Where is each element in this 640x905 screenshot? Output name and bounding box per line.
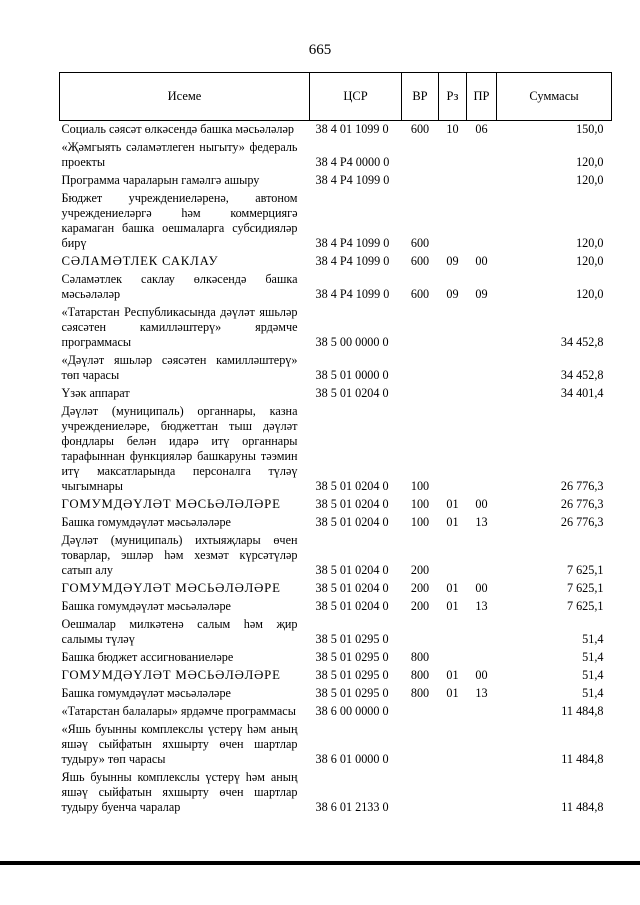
cell-csr: 38 5 00 0000 0 xyxy=(315,335,389,349)
cell-name: Бюджет учреждениеләренә, автоном учреждениеләргә һәм коммерциягә карамаган башка оешмаларга субсидияләр бирү xyxy=(61,191,298,250)
cell-rz xyxy=(439,172,467,190)
cell-name: ГОМУМДӘҮЛӘТ МӘСЬӘЛӘЛӘРЕ xyxy=(61,668,281,682)
cell-csr: 38 6 01 0000 0 xyxy=(315,752,389,766)
cell-vr: 800 xyxy=(410,668,430,682)
cell-vr: 600 xyxy=(410,236,430,250)
cell-pr xyxy=(467,769,497,817)
table-header-row xyxy=(60,73,612,121)
cell-sum: 51,4 xyxy=(582,650,604,664)
cell-csr: 38 4 P4 0000 0 xyxy=(315,155,390,169)
cell-csr: 38 5 01 0204 0 xyxy=(315,581,389,595)
cell-name: Башка гомумдәүләт мәсьәләләре xyxy=(61,686,231,700)
cell-name: Социаль сәясәт өлкәсендә башка мәсьәләләр xyxy=(61,122,295,136)
cell-rz: 01 xyxy=(446,515,459,529)
table-row xyxy=(60,496,612,514)
cell-name: Яшь буынны комплекслы үстерү һәм аның яшәү сыйфатын яхшырту өчен шартлар тудыру буенча чаралар xyxy=(61,770,298,814)
cell-rz: 01 xyxy=(446,497,459,511)
cell-pr xyxy=(467,532,497,580)
cell-pr: 13 xyxy=(475,515,488,529)
header-vr: ВР xyxy=(402,73,439,121)
cell-vr: 100 xyxy=(410,497,430,511)
cell-csr: 38 5 01 0295 0 xyxy=(315,668,389,682)
cell-sum: 7 625,1 xyxy=(566,563,604,577)
cell-sum: 120,0 xyxy=(576,254,604,268)
budget-table xyxy=(59,72,612,817)
cell-pr: 00 xyxy=(475,581,488,595)
header-pr: ПР xyxy=(467,73,497,121)
cell-name: «Җәмгыять сәламәтлеген ныгыту» федераль проекты xyxy=(61,140,298,169)
cell-rz xyxy=(439,139,467,172)
cell-rz: 10 xyxy=(446,122,459,136)
cell-rz xyxy=(439,721,467,769)
cell-vr: 800 xyxy=(410,686,430,700)
header-csr: ЦСР xyxy=(310,73,402,121)
cell-csr: 38 4 P4 1099 0 xyxy=(315,287,390,301)
cell-name: Башка гомумдәүләт мәсьәләләре xyxy=(61,515,231,529)
cell-sum: 26 776,3 xyxy=(560,515,604,529)
cell-csr: 38 5 01 0204 0 xyxy=(315,563,389,577)
cell-sum: 11 484,8 xyxy=(561,800,604,814)
cell-pr xyxy=(467,172,497,190)
cell-csr: 38 4 P4 1099 0 xyxy=(315,254,390,268)
cell-name: Башка гомумдәүләт мәсьәләләре xyxy=(61,599,231,613)
header-rz: Рз xyxy=(439,73,467,121)
cell-pr xyxy=(467,616,497,649)
cell-pr xyxy=(467,649,497,667)
cell-vr xyxy=(402,616,439,649)
cell-pr xyxy=(467,352,497,385)
cell-rz xyxy=(439,649,467,667)
cell-vr: 200 xyxy=(410,581,430,595)
cell-vr xyxy=(402,385,439,403)
cell-vr: 200 xyxy=(410,599,430,613)
cell-name: СӘЛАМӘТЛЕК САКЛАУ xyxy=(61,254,219,268)
bottom-border-line xyxy=(0,861,640,865)
cell-sum: 26 776,3 xyxy=(560,479,604,493)
cell-vr: 800 xyxy=(410,650,430,664)
table-row xyxy=(60,598,612,616)
page-number: 665 xyxy=(308,42,332,58)
table-row xyxy=(60,514,612,532)
cell-rz: 09 xyxy=(446,254,459,268)
table-row xyxy=(60,352,612,385)
cell-pr xyxy=(467,385,497,403)
cell-sum: 11 484,8 xyxy=(561,704,604,718)
cell-sum: 34 452,8 xyxy=(560,368,604,382)
cell-sum: 26 776,3 xyxy=(560,497,604,511)
cell-pr: 13 xyxy=(475,599,488,613)
cell-csr: 38 5 01 0204 0 xyxy=(315,515,389,529)
cell-csr: 38 5 01 0204 0 xyxy=(315,599,389,613)
cell-name: «Татарстан Республикасында дәүләт яшьләр сәясәтен камилләштерү» ярдәмче программасы xyxy=(61,305,298,349)
cell-vr xyxy=(402,172,439,190)
cell-pr: 00 xyxy=(475,497,488,511)
cell-vr xyxy=(402,769,439,817)
cell-sum: 51,4 xyxy=(582,668,604,682)
cell-sum: 34 401,4 xyxy=(560,386,604,400)
cell-name: ГОМУМДӘҮЛӘТ МӘСЬӘЛӘЛӘРЕ xyxy=(61,581,281,595)
table-row xyxy=(60,403,612,496)
cell-rz xyxy=(439,703,467,721)
cell-name: Оешмалар милкәтенә салым һәм җир салымы түләү xyxy=(61,617,298,646)
table-row xyxy=(60,271,612,304)
cell-name: Сәламәтлек саклау өлкәсендә башка мәсьәләләр xyxy=(61,272,298,301)
table-row xyxy=(60,667,612,685)
cell-sum: 120,0 xyxy=(576,173,604,187)
cell-vr: 600 xyxy=(410,287,430,301)
cell-rz: 09 xyxy=(446,287,459,301)
cell-vr: 600 xyxy=(410,254,430,268)
cell-vr xyxy=(402,304,439,352)
cell-rz xyxy=(439,616,467,649)
cell-vr xyxy=(402,703,439,721)
cell-name: Дәүләт (муниципаль) ихтыяҗлары өчен товарлар, эшләр һәм хезмәт күрсәтүләр сатып алу xyxy=(61,533,298,577)
cell-sum: 51,4 xyxy=(582,686,604,700)
cell-pr: 00 xyxy=(475,254,488,268)
cell-name: «Яшь буынны комплекслы үстерү һәм аның яшәү сыйфатын яхшырту өчен шартлар тудыру» төп чарасы xyxy=(61,722,298,766)
cell-rz xyxy=(439,190,467,253)
cell-csr: 38 4 P4 1099 0 xyxy=(315,236,390,250)
cell-name: Дәүләт (муниципаль) органнары, казна учреждениеләре, бюджеттан тыш дәүләт фондлары белән идарә итү органнары тарафыннан функцияләр башкаруны тәэмин итү максатларында персоналга түләү чыгымнары xyxy=(61,404,298,493)
cell-vr xyxy=(402,721,439,769)
cell-pr xyxy=(467,403,497,496)
cell-pr xyxy=(467,190,497,253)
cell-rz xyxy=(439,385,467,403)
table-row xyxy=(60,139,612,172)
table-row xyxy=(60,121,612,140)
cell-csr: 38 5 01 0204 0 xyxy=(315,386,389,400)
cell-rz xyxy=(439,352,467,385)
cell-name: Үзәк аппарат xyxy=(61,386,130,400)
cell-rz xyxy=(439,304,467,352)
cell-csr: 38 5 01 0204 0 xyxy=(315,479,389,493)
cell-pr xyxy=(467,703,497,721)
cell-vr: 100 xyxy=(410,479,430,493)
cell-csr: 38 4 P4 1099 0 xyxy=(315,173,390,187)
table-row xyxy=(60,649,612,667)
cell-sum: 7 625,1 xyxy=(566,581,604,595)
table-row xyxy=(60,304,612,352)
table-row xyxy=(60,253,612,271)
cell-sum: 51,4 xyxy=(582,632,604,646)
table-row xyxy=(60,532,612,580)
cell-pr: 13 xyxy=(475,686,488,700)
cell-pr: 00 xyxy=(475,668,488,682)
cell-csr: 38 4 01 1099 0 xyxy=(315,122,389,136)
table-row xyxy=(60,769,612,817)
cell-name: «Дәүләт яшьләр сәясәтен камилләштерү» төп чарасы xyxy=(61,353,298,382)
cell-rz xyxy=(439,532,467,580)
cell-rz xyxy=(439,769,467,817)
cell-name: «Татарстан балалары» ярдәмче программасы xyxy=(61,704,296,718)
cell-sum: 11 484,8 xyxy=(561,752,604,766)
cell-rz: 01 xyxy=(446,599,459,613)
cell-csr: 38 5 01 0295 0 xyxy=(315,632,389,646)
cell-name: Башка бюджет ассигнованиеләре xyxy=(61,650,234,664)
cell-rz: 01 xyxy=(446,686,459,700)
cell-name: ГОМУМДӘҮЛӘТ МӘСЬӘЛӘЛӘРЕ xyxy=(61,497,281,511)
cell-sum: 120,0 xyxy=(576,287,604,301)
cell-rz: 01 xyxy=(446,668,459,682)
header-sum: Суммасы xyxy=(497,73,612,121)
cell-vr: 200 xyxy=(410,563,430,577)
cell-csr: 38 5 01 0295 0 xyxy=(315,686,389,700)
table-row xyxy=(60,580,612,598)
cell-pr xyxy=(467,304,497,352)
table-row xyxy=(60,385,612,403)
cell-pr: 06 xyxy=(475,122,488,136)
cell-csr: 38 6 01 2133 0 xyxy=(315,800,389,814)
cell-vr: 600 xyxy=(410,122,430,136)
cell-csr: 38 6 00 0000 0 xyxy=(315,704,389,718)
cell-pr xyxy=(467,721,497,769)
table-row xyxy=(60,172,612,190)
cell-vr xyxy=(402,139,439,172)
table-row xyxy=(60,616,612,649)
cell-sum: 7 625,1 xyxy=(566,599,604,613)
cell-rz xyxy=(439,403,467,496)
cell-csr: 38 5 01 0295 0 xyxy=(315,650,389,664)
cell-rz: 01 xyxy=(446,581,459,595)
cell-sum: 120,0 xyxy=(576,236,604,250)
cell-sum: 120,0 xyxy=(576,155,604,169)
header-name: Исеме xyxy=(60,73,310,121)
cell-csr: 38 5 01 0204 0 xyxy=(315,497,389,511)
table-row xyxy=(60,721,612,769)
cell-vr: 100 xyxy=(410,515,430,529)
table-row xyxy=(60,685,612,703)
table-row xyxy=(60,703,612,721)
table-body xyxy=(60,121,612,818)
cell-pr xyxy=(467,139,497,172)
cell-csr: 38 5 01 0000 0 xyxy=(315,368,389,382)
table-row xyxy=(60,190,612,253)
cell-sum: 150,0 xyxy=(576,122,604,136)
cell-name: Программа чараларын гамәлгә ашыру xyxy=(61,173,260,187)
cell-pr: 09 xyxy=(475,287,488,301)
cell-sum: 34 452,8 xyxy=(560,335,604,349)
cell-vr xyxy=(402,352,439,385)
